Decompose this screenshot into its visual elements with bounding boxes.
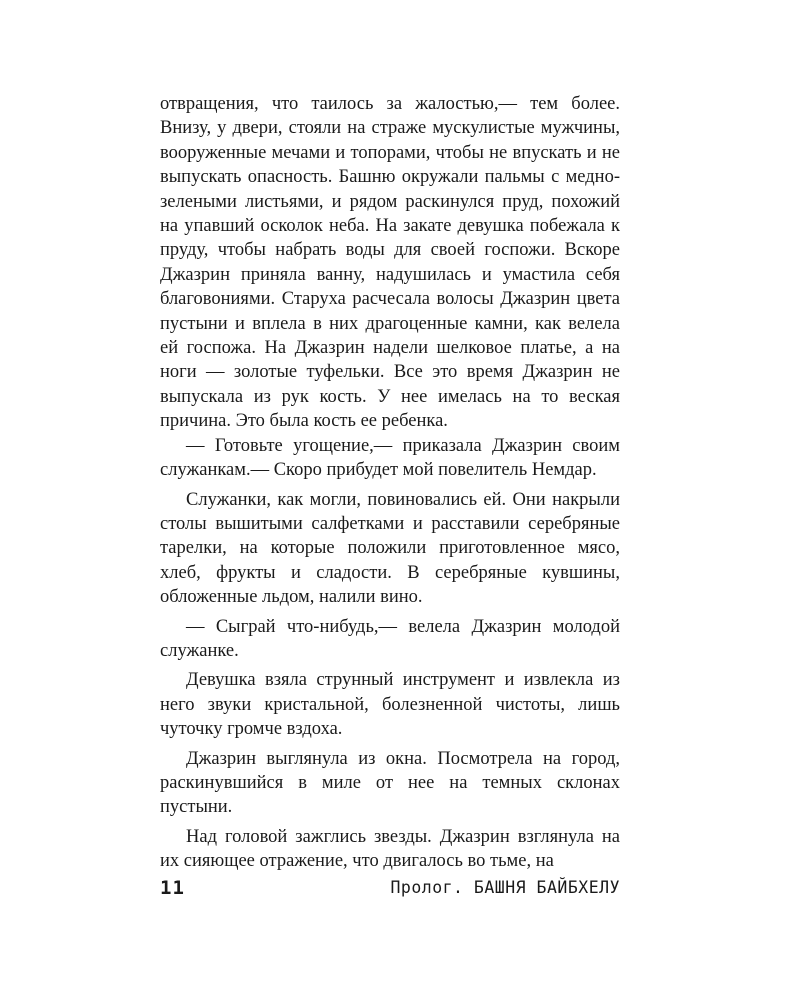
page-number: 11: [160, 877, 185, 899]
paragraph-1: отвращения, что таилось за жалостью,— тем более. Внизу, у двери, стояли на страже мускулистые мужчины, вооруженные мечами и топорами, чтобы не впускать и не выпускать опасность. Башню окружали пальмы с медно-зелеными листьями, и рядом раскинулся пруд, похожий на упавший осколок неба. На закате девушка побежала к пруду, чтобы набрать воды для своей госпожи. Вскоре Джазрин приняла ванну, надушилась и умастила себя благовониями. Старуха расчесала волосы Джазрин цвета пустыни и вплела в них драгоценные камни, как велела ей госпожа. На Джазрин надели шелковое платье, а на ноги — золотые туфельки. Все это время Джазрин не выпускала из рук кость. У нее имелась на то веская причина. Это была кость ее ребенка.: [160, 94, 620, 432]
paragraph-2: — Готовьте угощение,— приказала Джазрин своим служанкам.— Скоро прибудет мой повелитель Немдар.: [160, 435, 620, 481]
paragraph-4: — Сыграй что-нибудь,— велела Джазрин молодой служанке.: [160, 616, 620, 661]
body-text: [160, 92, 620, 874]
paragraph-3: Служанки, как могли, повиновались ей. Они накрыли столы вышитыми салфетками и расставили серебряные тарелки, на которые положили приготовленное мясо, хлеб, фрукты и сладости. В серебряные кувшины, обложенные льдом, налили вино.: [160, 489, 620, 608]
paragraph-6: Джазрин выглянула из окна. Посмотрела на город, раскинувшийся в миле от нее на темных склонах пустыни.: [160, 748, 620, 818]
page-footer: [160, 877, 620, 901]
running-head: Пролог. БАШНЯ БАЙБХЕЛУ: [390, 878, 620, 897]
paragraph-5: Девушка взяла струнный инструмент и извлекла из него звуки кристальной, болезненной чистоты, лишь чуточку громче вздоха.: [160, 670, 620, 740]
paragraph-7: Над головой зажглись звезды. Джазрин взглянула на их сияющее отражение, что двигалось во тьме, на: [160, 826, 620, 872]
